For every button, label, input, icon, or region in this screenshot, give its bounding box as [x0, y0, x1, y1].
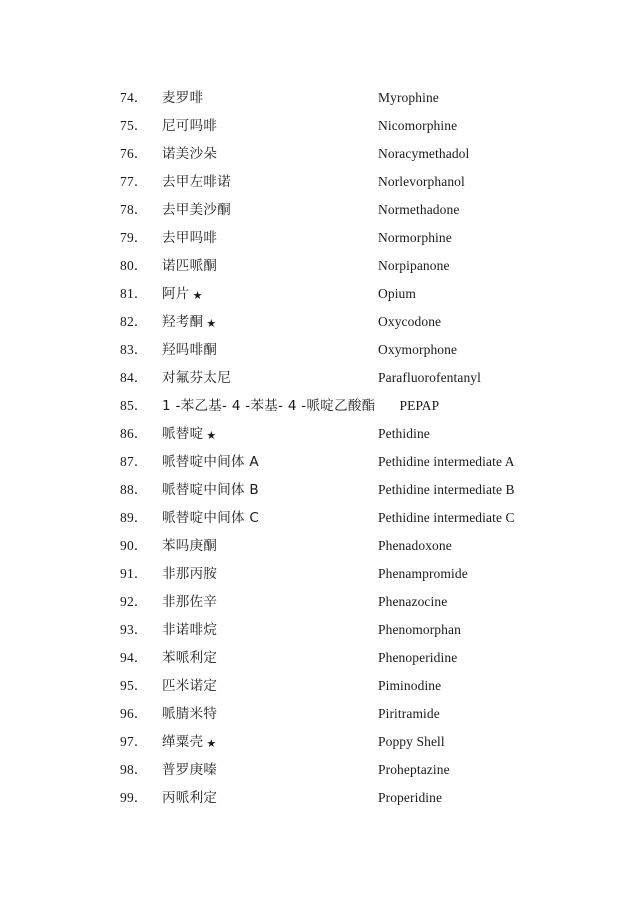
list-item	[0, 504, 636, 532]
list-item	[0, 728, 636, 756]
entry-number: 90．	[120, 538, 148, 553]
entry-name-chinese	[162, 588, 378, 616]
entry-name-chinese	[162, 700, 378, 728]
entry-name-chinese	[162, 616, 378, 644]
entry-number: 76．	[120, 146, 148, 161]
entry-name-english: Oxycodone	[378, 314, 442, 329]
list-item	[0, 196, 636, 224]
entry-name-chinese	[162, 560, 378, 588]
entry-name-english: Piminodine	[378, 678, 442, 693]
entry-name-english: Opium	[378, 286, 417, 301]
entry-name-chinese-text: 阿片	[162, 286, 190, 302]
entry-number: 99．	[120, 790, 148, 805]
entry-name-english: Poppy Shell	[378, 734, 445, 749]
entry-number: 78．	[120, 202, 148, 217]
list-item	[0, 560, 636, 588]
entry-name-chinese-text: 哌替啶中间体 C	[162, 510, 260, 526]
entry-name-chinese-text: 丙哌利定	[162, 790, 218, 806]
entry-number: 88．	[120, 482, 148, 497]
entry-name-chinese	[162, 196, 378, 224]
entry-name-chinese	[162, 476, 378, 504]
list-item	[0, 700, 636, 728]
entry-name-chinese	[162, 756, 378, 784]
entry-name-chinese-text: 1 -苯乙基- 4 -苯基- 4 -哌啶乙酸酯	[162, 398, 376, 414]
entry-name-chinese-text: 非那佐辛	[162, 594, 218, 610]
list-item	[0, 224, 636, 252]
entry-number: 83．	[120, 342, 148, 357]
entry-name-english: Parafluorofentanyl	[378, 370, 482, 385]
entry-name-chinese-text: 哌腈米特	[162, 706, 218, 722]
list-item	[0, 420, 636, 448]
entry-name-english: Proheptazine	[378, 762, 450, 777]
entry-number: 81．	[120, 286, 148, 301]
entry-name-chinese	[162, 84, 378, 112]
entry-number: 95．	[120, 678, 148, 693]
entry-name-english: Phenoperidine	[378, 650, 458, 665]
entry-name-chinese-text: 羟考酮	[162, 314, 204, 330]
entry-name-english: Piritramide	[378, 706, 440, 721]
entry-name-chinese-text: 去甲吗啡	[162, 230, 218, 246]
entry-number: 80．	[120, 258, 148, 273]
entry-name-chinese	[162, 112, 378, 140]
entry-name-english: Nicomorphine	[378, 118, 458, 133]
entry-name-english: Pethidine intermediate C	[378, 510, 515, 525]
entry-number: 97．	[120, 734, 148, 749]
entry-number: 87．	[120, 454, 148, 469]
list-item	[0, 532, 636, 560]
entry-name-chinese-text: 麦罗啡	[162, 90, 204, 106]
entry-name-chinese	[162, 532, 378, 560]
entry-number: 85．	[120, 398, 148, 413]
entry-number: 98．	[120, 762, 148, 777]
entry-number: 96．	[120, 706, 148, 721]
list-item	[0, 280, 636, 308]
list-item	[0, 672, 636, 700]
entry-name-chinese-text: 哌替啶中间体 B	[162, 482, 259, 498]
entry-number: 79．	[120, 230, 148, 245]
entry-number: 89．	[120, 510, 148, 525]
list-item	[0, 308, 636, 336]
entry-name-english: Norpipanone	[378, 258, 450, 273]
entry-name-english: Phenazocine	[378, 594, 448, 609]
entry-name-chinese-text: 去甲左啡诺	[162, 174, 231, 190]
entry-name-chinese	[162, 728, 378, 757]
entry-name-chinese-text: 诺匹哌酮	[162, 258, 218, 274]
list-item	[0, 644, 636, 672]
entry-name-english: Pethidine	[378, 426, 430, 441]
entry-name-chinese-text: 哌替啶中间体 A	[162, 454, 259, 470]
entry-number: 74．	[120, 90, 148, 105]
entry-name-chinese-text: 尼可吗啡	[162, 118, 218, 134]
entry-name-chinese	[162, 140, 378, 168]
entry-name-english: Pethidine intermediate B	[378, 482, 515, 497]
entry-name-english: Phenadoxone	[378, 538, 452, 553]
entry-name-english: Normethadone	[378, 202, 460, 217]
entry-name-chinese-text: 缂粟壳	[162, 734, 204, 750]
star-marker-icon: ★	[206, 429, 217, 442]
entry-name-chinese-text: 诺美沙朵	[162, 146, 218, 162]
entry-name-chinese	[162, 504, 378, 532]
entry-name-chinese	[162, 672, 378, 700]
entry-name-chinese	[162, 644, 378, 672]
list-item	[0, 756, 636, 784]
entry-name-chinese-text: 对氟芬太尼	[162, 370, 231, 386]
entry-number: 75．	[120, 118, 148, 133]
entry-name-english: Norlevorphanol	[378, 174, 465, 189]
entry-name-chinese-text: 哌替啶	[162, 426, 204, 442]
entry-name-chinese	[162, 280, 378, 309]
list-item	[0, 84, 636, 112]
entry-name-english: Pethidine intermediate A	[378, 454, 515, 469]
entry-name-chinese	[162, 784, 378, 812]
list-item	[0, 364, 636, 392]
entry-name-english: Properidine	[378, 790, 443, 805]
list-item	[0, 112, 636, 140]
entry-name-chinese	[162, 448, 378, 476]
entry-name-english: Phenampromide	[378, 566, 468, 581]
entry-name-english: PEPAP	[399, 398, 440, 413]
star-marker-icon: ★	[206, 737, 217, 750]
list-item	[0, 392, 636, 420]
list-item	[0, 784, 636, 812]
entry-name-english: Myrophine	[378, 90, 439, 105]
entry-name-chinese	[162, 336, 378, 364]
entry-name-chinese	[162, 420, 378, 449]
entry-name-chinese-text: 苯吗庚酮	[162, 538, 218, 554]
list-item	[0, 252, 636, 280]
entry-name-english: Oxymorphone	[378, 342, 458, 357]
entry-number: 84．	[120, 370, 148, 385]
entry-number: 94．	[120, 650, 148, 665]
entry-name-chinese-text: 普罗庚嗪	[162, 762, 218, 778]
list-item	[0, 448, 636, 476]
list-item	[0, 336, 636, 364]
entry-name-chinese	[162, 308, 378, 337]
entry-name-chinese-text: 非诺啡烷	[162, 622, 218, 638]
entry-name-chinese	[162, 392, 399, 420]
entry-name-chinese-text: 非那丙胺	[162, 566, 218, 582]
entry-name-chinese	[162, 168, 378, 196]
star-marker-icon: ★	[206, 317, 217, 330]
entry-number: 91．	[120, 566, 148, 581]
list-item	[0, 168, 636, 196]
list-item	[0, 140, 636, 168]
entry-name-chinese	[162, 364, 378, 392]
entry-name-chinese-text: 羟吗啡酮	[162, 342, 218, 358]
entry-number: 77．	[120, 174, 148, 189]
entry-number: 86．	[120, 426, 148, 441]
list-item	[0, 616, 636, 644]
entry-number: 93．	[120, 622, 148, 637]
entry-name-chinese	[162, 224, 378, 252]
entry-name-chinese	[162, 252, 378, 280]
list-item	[0, 476, 636, 504]
entry-name-chinese-text: 匹米诺定	[162, 678, 218, 694]
list-item	[0, 588, 636, 616]
entry-name-english: Noracymethadol	[378, 146, 470, 161]
entry-name-english: Normorphine	[378, 230, 452, 245]
entry-number: 82．	[120, 314, 148, 329]
entry-name-chinese-text: 苯哌利定	[162, 650, 218, 666]
entry-name-chinese-text: 去甲美沙酮	[162, 202, 231, 218]
entry-number: 92．	[120, 594, 148, 609]
star-marker-icon: ★	[192, 289, 203, 302]
narcotic-drug-list	[0, 84, 636, 812]
entry-name-english: Phenomorphan	[378, 622, 461, 637]
